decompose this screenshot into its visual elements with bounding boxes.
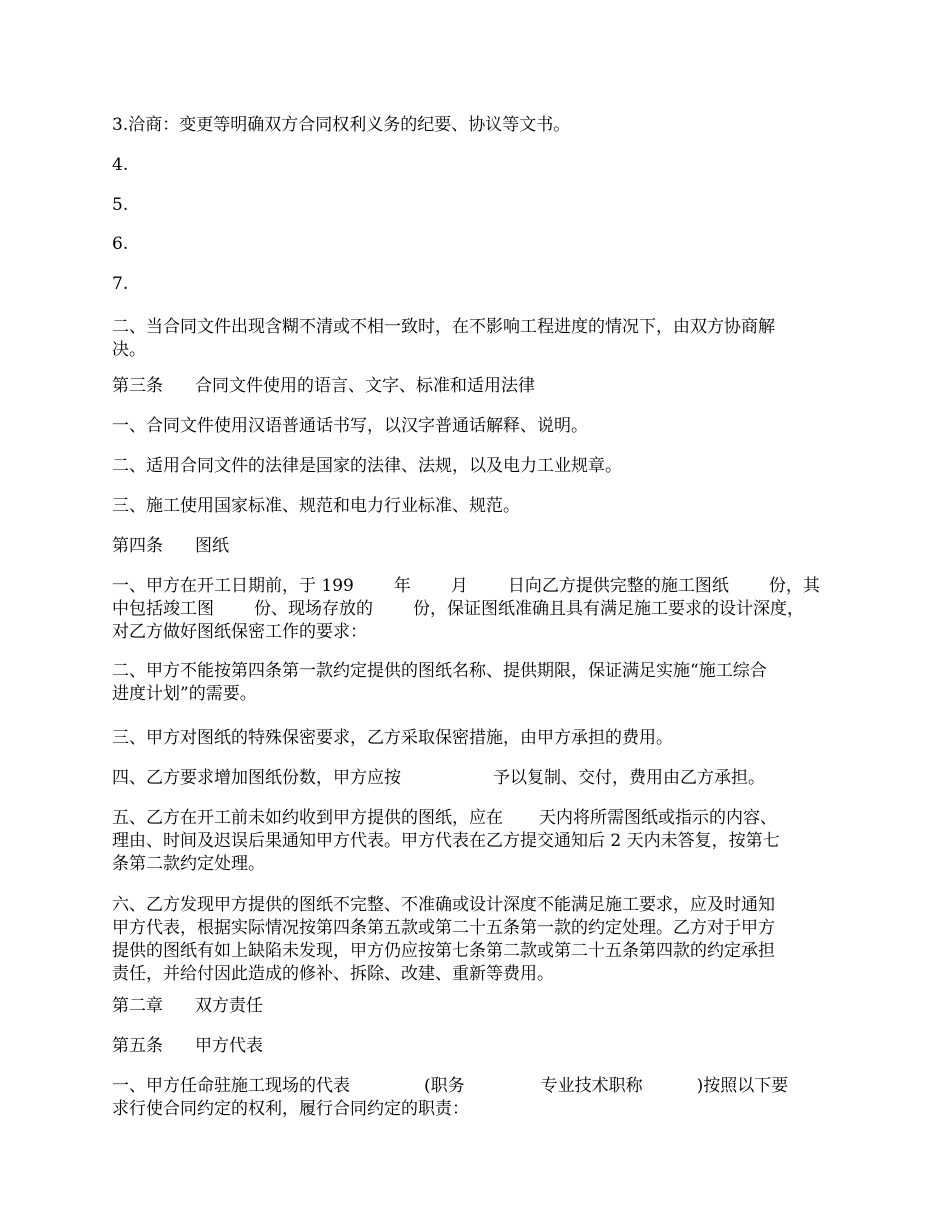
paragraph-representative: 一、甲方任命驻施工现场的代表 (职务 专业技术职称 )按照以下要 求行使合同约定的权利，履行合同约定的职责： <box>112 1076 789 1119</box>
paragraph-item-7: 7. <box>112 274 129 294</box>
paragraph-3-consultation: 3.洽商：变更等明确双方合同权利义务的纪要、协议等文书。 <box>112 115 571 135</box>
paragraph-language: 一、合同文件使用汉语普通话书写，以汉字普通话解释、说明。 <box>112 416 588 436</box>
paragraph-item-4: 4. <box>112 155 129 175</box>
chapter-2-heading: 第二章 双方责任 <box>112 996 263 1016</box>
paragraph-confidentiality: 三、甲方对图纸的特殊保密要求，乙方采取保密措施，由甲方承担的费用。 <box>112 728 673 748</box>
paragraph-drawings-provision: 一、甲方在开工日期前，于 199 年 月 日向乙方提供完整的施工图纸 份，其 中包括竣工图 份、现场存放的 份，保证图纸准确且具有满足施工要求的设计深度， 对乙方做好图纸保密工作的要求： <box>112 576 820 642</box>
paragraph-additional-copies: 四、乙方要求增加图纸份数，甲方应按 予以复制、交付，费用由乙方承担。 <box>112 768 765 788</box>
paragraph-item-6: 6. <box>112 234 129 254</box>
article-4-heading: 第四条 图纸 <box>112 536 229 556</box>
paragraph-ambiguity-clause: 二、当合同文件出现含糊不清或不相一致时，在不影响工程进度的情况下，由双方协商解 决。 <box>112 317 775 360</box>
article-3-heading: 第三条 合同文件使用的语言、文字、标准和适用法律 <box>112 376 535 396</box>
paragraph-drawing-deadline: 二、甲方不能按第四条第一款约定提供的图纸名称、提供期限，保证满足实施“施工综合 进度计划”的需要。 <box>112 661 767 704</box>
article-5-heading: 第五条 甲方代表 <box>112 1036 263 1056</box>
paragraph-standards: 三、施工使用国家标准、规范和电力行业标准、规范。 <box>112 496 520 516</box>
paragraph-applicable-law: 二、适用合同文件的法律是国家的法律、法规，以及电力工业规章。 <box>112 456 622 476</box>
paragraph-item-5: 5. <box>112 195 129 215</box>
paragraph-incomplete-drawings: 六、乙方发现甲方提供的图纸不完整、不准确或设计深度不能满足施工要求，应及时通知 甲方代表，根据实际情况按第四条第五款或第二十五条第一款的约定处理。乙方对于甲方 提供的图纸有如上缺陷未发现，甲方仍应按第七条第二款或第二十五条第四款的约定承担 责任，并给付因此造成的修补、拆除、改建、重新等费用。 <box>112 895 775 984</box>
paragraph-late-drawings: 五、乙方在开工前未如约收到甲方提供的图纸，应在 天内将所需图纸或指示的内容、 理由、时间及迟误后果通知甲方代表。甲方代表在乙方提交通知后 2 天内未答复，按第七 条第二款约定处理。 <box>112 808 780 874</box>
